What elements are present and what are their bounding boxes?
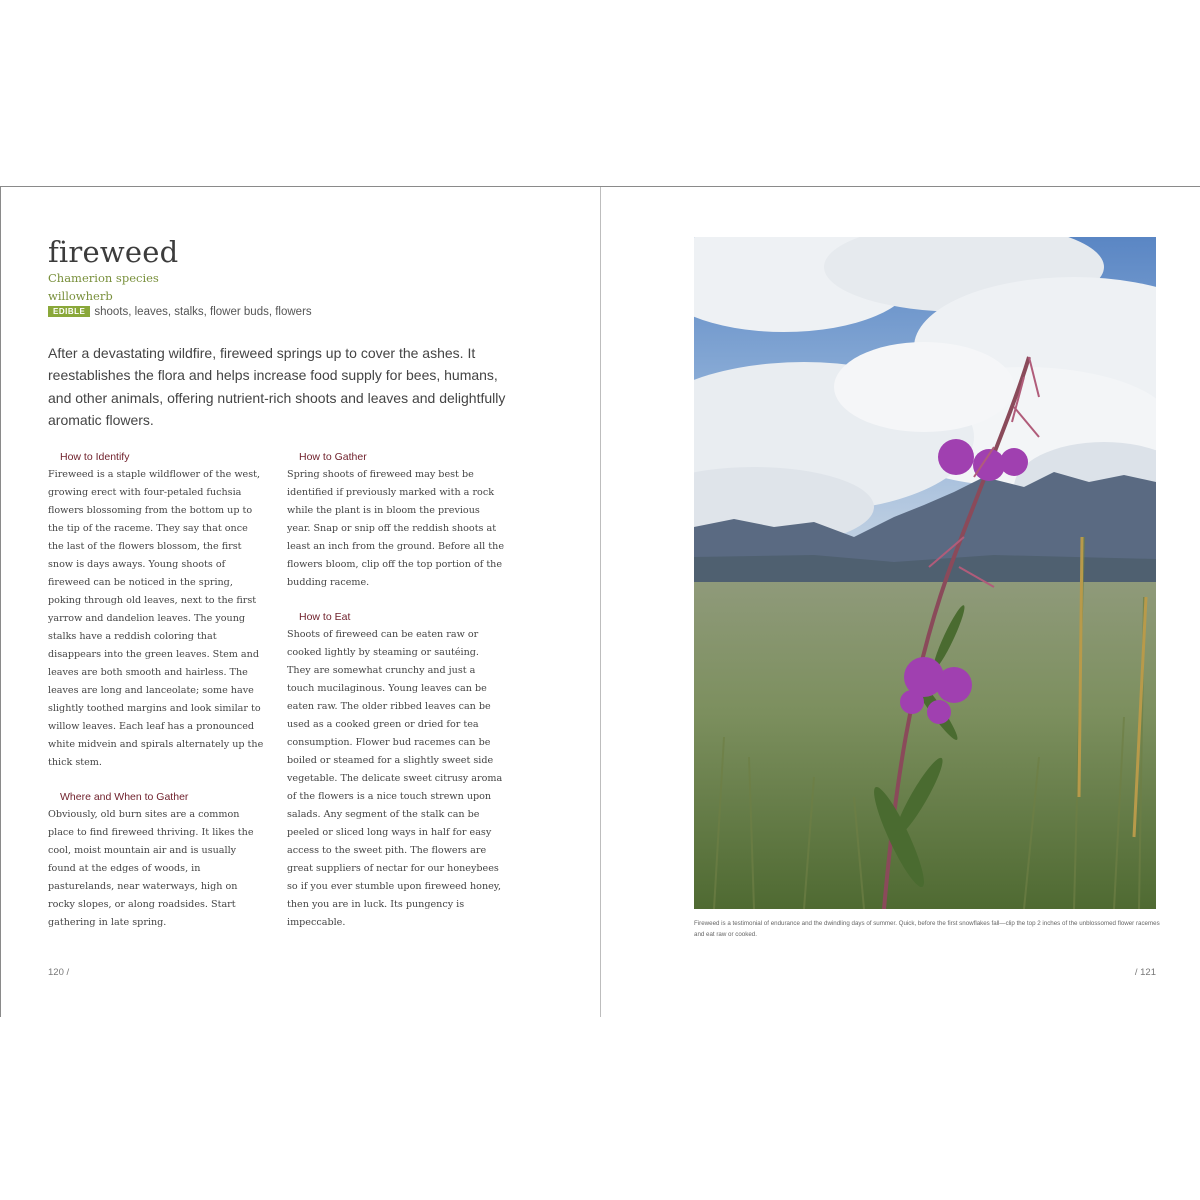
book-spread	[0, 186, 1200, 1017]
species-name: Chamerion species	[48, 271, 159, 285]
fireweed-photo	[694, 237, 1156, 909]
heading-where-when-to-gather: Where and When to Gather	[60, 791, 189, 803]
page-title: fireweed	[48, 235, 179, 269]
edible-badge: EDIBLE	[48, 306, 90, 317]
left-page	[0, 187, 601, 1017]
text-where-when-to-gather: Obviously, old burn sites are a common place to find fireweed thriving. It likes the cool, moist mountain air and is usually found at the edges of woods, in pasturelands, near waterways, high on rocky slopes, or along roadsides. Start gathering in late spring.	[48, 809, 254, 928]
right-column	[287, 450, 505, 932]
text-how-to-gather: Spring shoots of fireweed may best be identified if previously marked with a rock while the plant is in bloom the previous year. Snap or snip off the reddish shoots at least an inch from the ground. Before all the flowers bloom, clip off the top portion of the budding raceme.	[287, 469, 504, 588]
text-how-to-eat: Shoots of fireweed can be eaten raw or cooked lightly by steaming or sautéing. They are somewhat crunchy and just a touch mucilaginous. Young leaves can be eaten raw. The older ribbed leaves can be used as a cooked green or dried for tea consumption. Flower bud racemes can be boiled or steamed for a slightly sweet side vegetable. The delicate sweet citrusy aroma of the flowers is a nice touch strewn upon salads. Any segment of the stalk can be peeled or sliced long ways in half for easy access to the sweet pith. The flowers are great suppliers of nectar for our honeybees so if you ever stumble upon fireweed honey, then you are in luck. Its pungency is impeccable.	[287, 629, 503, 928]
heading-how-to-gather: How to Gather	[299, 451, 367, 463]
page-number-left: 120 /	[48, 967, 70, 978]
common-name: willowherb	[48, 289, 113, 303]
edible-parts-text: shoots, leaves, stalks, flower buds, flowers	[94, 306, 312, 318]
heading-how-to-identify: How to Identify	[60, 451, 130, 463]
page-number-right: / 121	[1134, 967, 1156, 978]
right-page	[601, 187, 1200, 1017]
heading-how-to-eat: How to Eat	[299, 611, 351, 623]
meadow	[694, 582, 1156, 909]
text-how-to-identify: Fireweed is a staple wildflower of the west, growing erect with four-petaled fuchsia flowers blossoming from the bottom up to the tip of the raceme. They say that once the last of the flowers blossom, the first snow is days aways. Young shoots of fireweed can be noticed in the spring, poking through old leaves, next to the first yarrow and dandelion leaves. The young stalks have a reddish coloring that disappears into the green leaves. Stem and leaves are both smooth and hairless. The leaves are long and lanceolate; some have slightly toothed margins and look similar to willow leaves. Each leaf has a pronounced white midvein and spirals alternately up the thick stem.	[48, 469, 264, 768]
photo-caption: Fireweed is a testimonial of endurance and the dwindling days of summer. Quick, before the first snowflakes fall—clip the top 2 inches of the unblossomed flower racemes and eat raw or cooked.	[694, 920, 1160, 938]
intro-paragraph: After a devastating wildfire, fireweed springs up to cover the ashes. It reestablishes the flora and helps increase food supply for bees, humans, and other animals, offering nutrient-rich shoots and leaves and delightfully aromatic flowers.	[48, 345, 506, 429]
edible-parts-row	[48, 306, 312, 318]
left-column	[48, 450, 266, 932]
